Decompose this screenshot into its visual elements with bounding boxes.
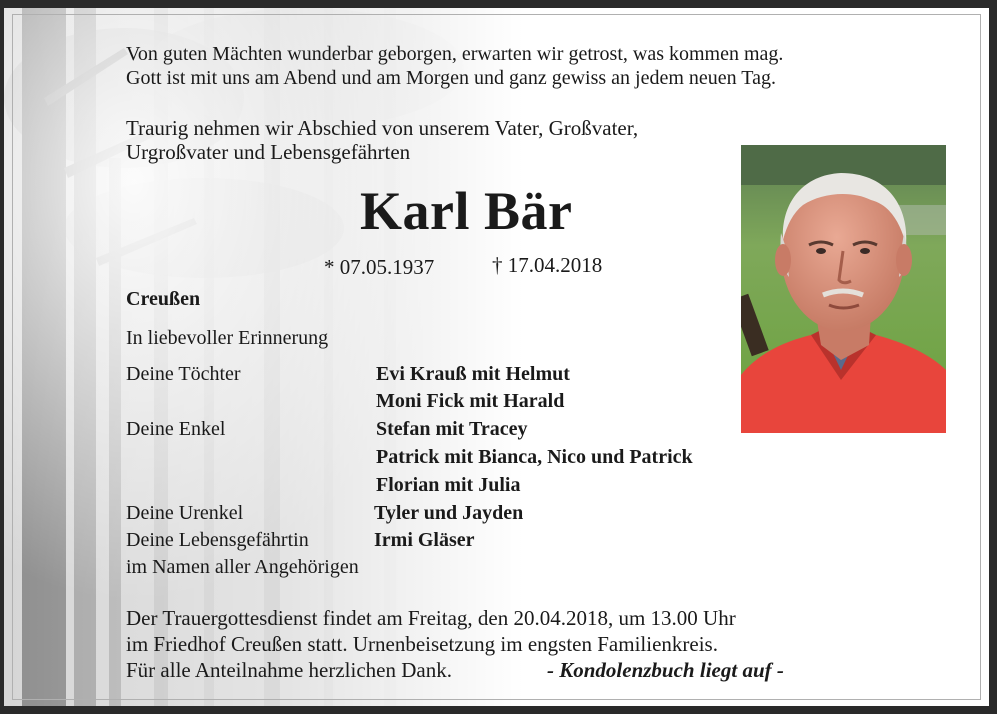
place: Creußen (126, 288, 201, 310)
misty-forest-image (4, 8, 524, 706)
grandchild-2: Patrick mit Bianca, Nico und Patrick (376, 446, 693, 468)
grandchild-1: Stefan mit Tracey (376, 418, 528, 440)
condolence-note: - Kondolenzbuch liegt auf - (547, 658, 784, 682)
obituary-notice (4, 8, 989, 706)
death-date: † 17.04.2018 (492, 253, 603, 277)
partner: Irmi Gläser (374, 529, 475, 551)
birth-date: * 07.05.1937 (324, 255, 435, 279)
portrait-photo (741, 145, 946, 433)
partner-label: Deine Lebensgefährtin (126, 529, 309, 551)
verse-line-1: Von guten Mächten wunderbar geborgen, erwarten wir getrost, was kommen mag. (126, 43, 784, 65)
service-line-1: Der Trauergottesdienst findet am Freitag, den 20.04.2018, um 13.00 Uhr (126, 606, 736, 630)
service-line-2: im Friedhof Creußen statt. Urnenbeisetzung im engsten Familienkreis. (126, 632, 718, 656)
intro-line-1: Traurig nehmen wir Abschied von unserem Vater, Großvater, (126, 116, 639, 140)
intro-line-2: Urgroßvater und Lebensgefährten (126, 140, 411, 164)
daughters-label: Deine Töchter (126, 363, 241, 385)
daughter-1: Evi Krauß mit Helmut (376, 363, 570, 385)
deceased-name: Karl Bär (360, 181, 573, 241)
grandchild-3: Florian mit Julia (376, 474, 521, 496)
memory-line: In liebevoller Erinnerung (126, 327, 329, 349)
daughter-2: Moni Fick mit Harald (376, 390, 565, 412)
verse-line-2: Gott ist mit uns am Abend und am Morgen und ganz gewiss an jedem neuen Tag. (126, 67, 776, 89)
service-line-3: Für alle Anteilnahme herzlichen Dank. (126, 658, 452, 682)
grandchildren-label: Deine Enkel (126, 418, 226, 440)
great-grandchildren-label: Deine Urenkel (126, 502, 244, 524)
all-relatives: im Namen aller Angehörigen (126, 556, 359, 578)
great-grandchildren: Tyler und Jayden (374, 502, 524, 524)
